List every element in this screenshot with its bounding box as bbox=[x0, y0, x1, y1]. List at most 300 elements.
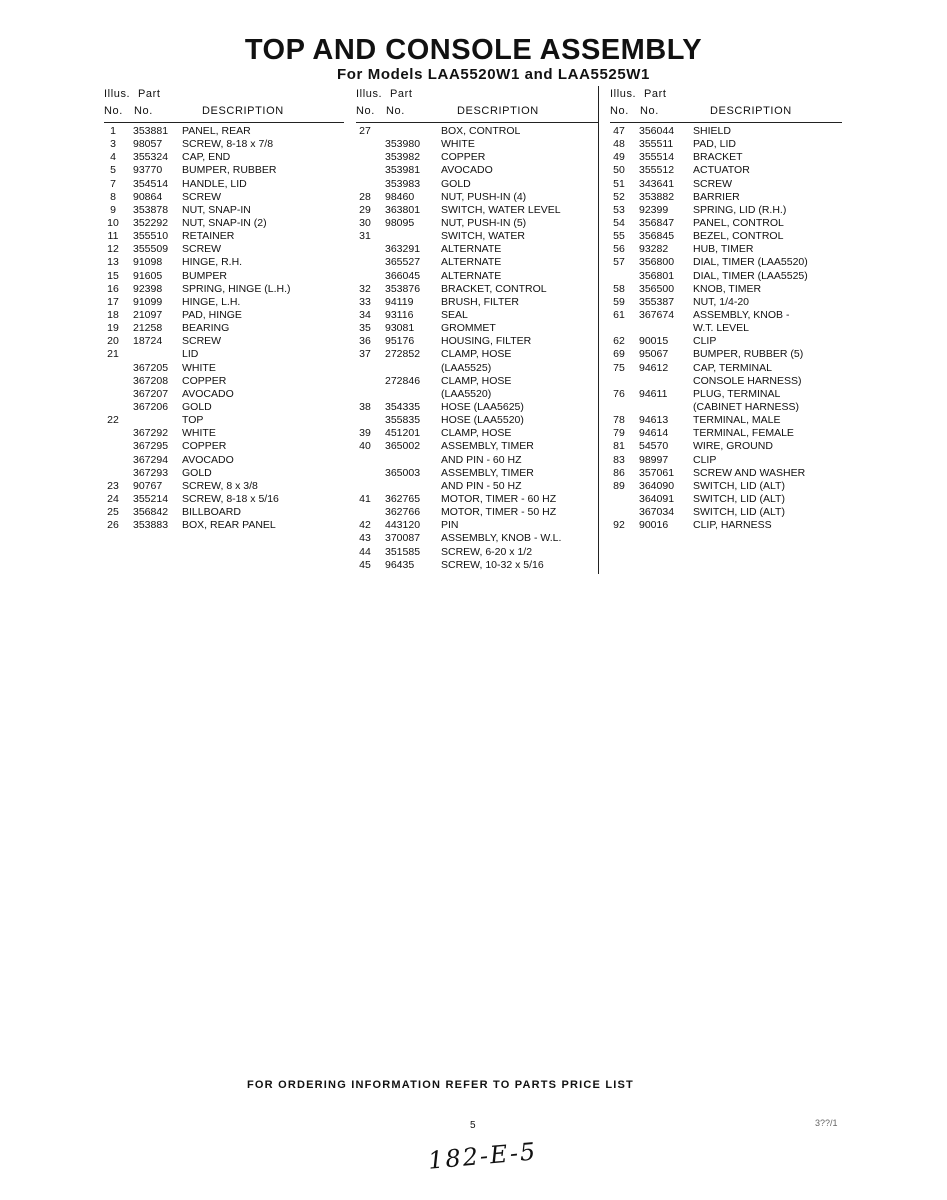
table-row bbox=[104, 454, 344, 467]
header-illus-no: No. bbox=[610, 105, 629, 117]
parts-list bbox=[610, 123, 842, 532]
table-row bbox=[610, 125, 842, 138]
table-row bbox=[610, 493, 842, 506]
illus-no-cell: 89 bbox=[613, 479, 625, 492]
part-no-cell: 353883 bbox=[133, 519, 169, 532]
table-row bbox=[356, 348, 598, 361]
part-no-cell: 367207 bbox=[133, 387, 169, 400]
table-row bbox=[610, 375, 842, 388]
description-cell: HOSE (LAA5625) bbox=[441, 400, 524, 413]
description-cell: CLIP, HARNESS bbox=[693, 519, 772, 532]
description-cell: TOP bbox=[182, 414, 204, 427]
illus-no-cell: 5 bbox=[110, 164, 116, 177]
page-title: TOP AND CONSOLE ASSEMBLY bbox=[244, 34, 703, 66]
header-illus-no: No. bbox=[356, 105, 375, 117]
part-no-cell: 367295 bbox=[133, 440, 169, 453]
table-row bbox=[610, 217, 842, 230]
description-cell: BILLBOARD bbox=[182, 506, 241, 519]
description-cell: W.T. LEVEL bbox=[693, 322, 750, 335]
illus-no-cell: 16 bbox=[107, 282, 119, 295]
description-cell: SWITCH, LID (ALT) bbox=[693, 479, 785, 492]
table-row bbox=[104, 519, 344, 532]
description-cell: CLAMP, HOSE bbox=[441, 348, 512, 361]
table-row bbox=[356, 270, 598, 283]
table-row bbox=[356, 454, 598, 467]
table-row bbox=[104, 283, 344, 296]
part-no-cell: 91099 bbox=[133, 295, 163, 308]
part-no-cell: 357061 bbox=[639, 466, 675, 479]
description-cell: CLAMP, HOSE bbox=[441, 374, 512, 387]
page-subtitle: For Models LAA5520W1 and LAA5525W1 bbox=[337, 66, 650, 83]
description-cell: ALTERNATE bbox=[441, 243, 502, 256]
illus-no-cell: 50 bbox=[613, 164, 625, 177]
document-code: 3??/1 bbox=[815, 1118, 838, 1128]
part-no-cell: 272846 bbox=[385, 374, 421, 387]
table-row bbox=[356, 414, 598, 427]
table-row bbox=[610, 362, 842, 375]
table-row bbox=[610, 480, 842, 493]
illus-no-cell: 20 bbox=[107, 335, 119, 348]
part-no-cell: 98057 bbox=[133, 138, 163, 151]
table-row bbox=[610, 204, 842, 217]
illus-no-cell: 37 bbox=[359, 348, 371, 361]
part-no-cell: 365527 bbox=[385, 256, 421, 269]
part-no-cell: 353882 bbox=[639, 190, 675, 203]
description-cell: SCREW bbox=[182, 335, 222, 348]
table-row bbox=[104, 125, 344, 138]
description-cell: PANEL, CONTROL bbox=[693, 216, 784, 229]
part-no-cell: 92399 bbox=[639, 203, 669, 216]
header-illus: Illus. bbox=[104, 88, 131, 100]
part-no-cell: 356801 bbox=[639, 269, 675, 282]
description-cell: COPPER bbox=[182, 440, 227, 453]
part-no-cell: 367674 bbox=[639, 308, 675, 321]
part-no-cell: 353980 bbox=[385, 138, 421, 151]
table-row bbox=[104, 256, 344, 269]
part-no-cell: 367206 bbox=[133, 400, 169, 413]
part-no-cell: 355510 bbox=[133, 230, 169, 243]
table-row bbox=[610, 164, 842, 177]
illus-no-cell: 24 bbox=[107, 492, 119, 505]
description-cell: ASSEMBLY, KNOB - W.L. bbox=[441, 532, 562, 545]
header-illus-no: No. bbox=[104, 105, 123, 117]
table-row bbox=[356, 427, 598, 440]
table-row bbox=[610, 388, 842, 401]
table-row bbox=[356, 506, 598, 519]
illus-no-cell: 15 bbox=[107, 269, 119, 282]
part-no-cell: 363291 bbox=[385, 243, 421, 256]
description-cell: SPRING, HINGE (L.H.) bbox=[182, 282, 291, 295]
table-row bbox=[610, 335, 842, 348]
header-part-no: No. bbox=[640, 105, 659, 117]
illus-no-cell: 53 bbox=[613, 203, 625, 216]
part-no-cell: 364091 bbox=[639, 492, 675, 505]
illus-no-cell: 58 bbox=[613, 282, 625, 295]
description-cell: GROMMET bbox=[441, 322, 496, 335]
table-row bbox=[356, 296, 598, 309]
table-row bbox=[356, 362, 598, 375]
description-cell: SCREW, 10-32 x 5/16 bbox=[441, 558, 544, 571]
part-no-cell: 362766 bbox=[385, 506, 421, 519]
description-cell: BEARING bbox=[182, 322, 230, 335]
description-cell: TERMINAL, MALE bbox=[693, 414, 781, 427]
table-row bbox=[356, 204, 598, 217]
table-row bbox=[104, 427, 344, 440]
part-no-cell: 353876 bbox=[385, 282, 421, 295]
illus-no-cell: 61 bbox=[613, 308, 625, 321]
table-row bbox=[610, 401, 842, 414]
illus-no-cell: 92 bbox=[613, 519, 625, 532]
part-no-cell: 90767 bbox=[133, 479, 163, 492]
description-cell: BUMPER, RUBBER (5) bbox=[693, 348, 804, 361]
table-row bbox=[610, 270, 842, 283]
parts-list bbox=[356, 123, 598, 572]
column-header bbox=[356, 86, 598, 123]
description-cell: SCREW, 8 x 3/8 bbox=[182, 479, 258, 492]
description-cell: HOSE (LAA5520) bbox=[441, 414, 524, 427]
part-no-cell: 367034 bbox=[639, 506, 675, 519]
table-row bbox=[610, 440, 842, 453]
illus-no-cell: 10 bbox=[107, 216, 119, 229]
illus-no-cell: 78 bbox=[613, 414, 625, 427]
table-row bbox=[104, 467, 344, 480]
description-cell: NUT, SNAP-IN bbox=[182, 203, 251, 216]
table-row bbox=[356, 401, 598, 414]
description-cell: NUT, PUSH-IN (5) bbox=[441, 216, 527, 229]
table-row bbox=[610, 191, 842, 204]
description-cell: SCREW, 6-20 x 1/2 bbox=[441, 545, 533, 558]
illus-no-cell: 28 bbox=[359, 190, 371, 203]
part-no-cell: 367208 bbox=[133, 374, 169, 387]
part-no-cell: 353981 bbox=[385, 164, 421, 177]
illus-no-cell: 47 bbox=[613, 125, 625, 137]
part-no-cell: 96435 bbox=[385, 558, 415, 571]
table-row bbox=[610, 322, 842, 335]
table-row bbox=[356, 388, 598, 401]
part-no-cell: 272852 bbox=[385, 348, 421, 361]
illus-no-cell: 9 bbox=[110, 203, 116, 216]
table-row bbox=[356, 283, 598, 296]
illus-no-cell: 52 bbox=[613, 190, 625, 203]
description-cell: NUT, SNAP-IN (2) bbox=[182, 216, 267, 229]
part-no-cell: 92398 bbox=[133, 282, 163, 295]
table-row bbox=[610, 230, 842, 243]
part-no-cell: 353878 bbox=[133, 203, 169, 216]
illus-no-cell: 41 bbox=[359, 492, 371, 505]
part-no-cell: 351585 bbox=[385, 545, 421, 558]
illus-no-cell: 57 bbox=[613, 256, 625, 269]
illus-no-cell: 31 bbox=[359, 230, 371, 243]
illus-no-cell: 69 bbox=[613, 348, 625, 361]
illus-no-cell: 81 bbox=[613, 440, 625, 453]
table-row bbox=[104, 506, 344, 519]
table-row bbox=[104, 335, 344, 348]
header-illus: Illus. bbox=[356, 88, 383, 100]
description-cell: CONSOLE HARNESS) bbox=[693, 374, 802, 387]
part-no-cell: 356845 bbox=[639, 230, 675, 243]
illus-no-cell: 44 bbox=[359, 545, 371, 558]
part-no-cell: 94611 bbox=[639, 387, 668, 400]
table-row bbox=[356, 151, 598, 164]
part-no-cell: 355509 bbox=[133, 243, 169, 256]
header-description: DESCRIPTION bbox=[710, 105, 792, 117]
illus-no-cell: 19 bbox=[107, 322, 119, 335]
description-cell: WHITE bbox=[441, 138, 475, 151]
description-cell: SCREW bbox=[693, 177, 733, 190]
description-cell: BRACKET bbox=[693, 151, 743, 164]
description-cell: SCREW AND WASHER bbox=[693, 466, 806, 479]
table-row bbox=[610, 256, 842, 269]
illus-no-cell: 34 bbox=[359, 308, 371, 321]
illus-no-cell: 42 bbox=[359, 519, 371, 532]
parts-column-1 bbox=[104, 86, 344, 532]
description-cell: SWITCH, WATER bbox=[441, 230, 525, 243]
header-illus: Illus. bbox=[610, 88, 637, 100]
illus-no-cell: 30 bbox=[359, 216, 371, 229]
table-row bbox=[104, 480, 344, 493]
description-cell: CAP, TERMINAL bbox=[693, 361, 772, 374]
part-no-cell: 352292 bbox=[133, 216, 169, 229]
description-cell: ALTERNATE bbox=[441, 269, 502, 282]
part-no-cell: 94613 bbox=[639, 414, 669, 427]
part-no-cell: 94119 bbox=[385, 295, 414, 308]
part-no-cell: 367205 bbox=[133, 361, 169, 374]
part-no-cell: 367292 bbox=[133, 427, 169, 440]
part-no-cell: 354335 bbox=[385, 400, 421, 413]
description-cell: HANDLE, LID bbox=[182, 177, 247, 190]
description-cell: SWITCH, LID (ALT) bbox=[693, 506, 785, 519]
illus-no-cell: 62 bbox=[613, 335, 625, 348]
description-cell: BOX, CONTROL bbox=[441, 125, 521, 137]
table-row bbox=[356, 191, 598, 204]
table-row bbox=[610, 138, 842, 151]
table-row bbox=[104, 401, 344, 414]
table-row bbox=[356, 309, 598, 322]
description-cell: HOUSING, FILTER bbox=[441, 335, 532, 348]
description-cell: DIAL, TIMER (LAA5525) bbox=[693, 269, 808, 282]
parts-list bbox=[104, 123, 344, 532]
table-row bbox=[104, 348, 344, 361]
illus-no-cell: 25 bbox=[107, 506, 119, 519]
description-cell: AVOCADO bbox=[182, 453, 234, 466]
part-no-cell: 451201 bbox=[385, 427, 421, 440]
table-row bbox=[356, 125, 598, 138]
part-no-cell: 90016 bbox=[639, 519, 669, 532]
part-no-cell: 367293 bbox=[133, 466, 169, 479]
description-cell: CLIP bbox=[693, 453, 717, 466]
illus-no-cell: 13 bbox=[107, 256, 119, 269]
table-row bbox=[356, 440, 598, 453]
part-no-cell: 362765 bbox=[385, 492, 421, 505]
table-row bbox=[104, 164, 344, 177]
table-row bbox=[104, 217, 344, 230]
table-row bbox=[356, 256, 598, 269]
table-row bbox=[356, 164, 598, 177]
table-row bbox=[356, 546, 598, 559]
illus-no-cell: 43 bbox=[359, 532, 371, 545]
illus-no-cell: 27 bbox=[359, 125, 371, 137]
part-no-cell: 93770 bbox=[133, 164, 163, 177]
part-no-cell: 356800 bbox=[639, 256, 675, 269]
part-no-cell: 94614 bbox=[639, 427, 669, 440]
header-part: Part bbox=[138, 88, 161, 100]
description-cell: ACTUATOR bbox=[693, 164, 750, 177]
illus-no-cell: 54 bbox=[613, 216, 625, 229]
description-cell: PLUG, TERMINAL bbox=[693, 387, 781, 400]
description-cell: NUT, 1/4-20 bbox=[693, 295, 750, 308]
illus-no-cell: 86 bbox=[613, 466, 625, 479]
column-header bbox=[104, 86, 344, 123]
description-cell: HINGE, R.H. bbox=[182, 256, 243, 269]
illus-no-cell: 40 bbox=[359, 440, 371, 453]
description-cell: WIRE, GROUND bbox=[693, 440, 773, 453]
table-row bbox=[610, 414, 842, 427]
illus-no-cell: 39 bbox=[359, 427, 371, 440]
part-no-cell: 355387 bbox=[639, 295, 675, 308]
illus-no-cell: 33 bbox=[359, 295, 371, 308]
description-cell: CLIP bbox=[693, 335, 717, 348]
part-no-cell: 366045 bbox=[385, 269, 421, 282]
description-cell: (LAA5525) bbox=[441, 361, 492, 374]
part-no-cell: 355835 bbox=[385, 414, 421, 427]
part-no-cell: 370087 bbox=[385, 532, 421, 545]
table-row bbox=[610, 283, 842, 296]
table-row bbox=[356, 375, 598, 388]
description-cell: BRUSH, FILTER bbox=[441, 295, 519, 308]
illus-no-cell: 21 bbox=[107, 348, 119, 361]
illus-no-cell: 48 bbox=[613, 138, 625, 151]
part-no-cell: 353982 bbox=[385, 151, 421, 164]
description-cell: BOX, REAR PANEL bbox=[182, 519, 276, 532]
illus-no-cell: 56 bbox=[613, 243, 625, 256]
table-row bbox=[610, 309, 842, 322]
description-cell: (LAA5520) bbox=[441, 387, 492, 400]
table-row bbox=[610, 506, 842, 519]
description-cell: GOLD bbox=[182, 400, 212, 413]
table-row bbox=[356, 467, 598, 480]
description-cell: ALTERNATE bbox=[441, 256, 502, 269]
part-no-cell: 363801 bbox=[385, 203, 421, 216]
description-cell: COPPER bbox=[182, 374, 227, 387]
header-description: DESCRIPTION bbox=[457, 105, 539, 117]
description-cell: TERMINAL, FEMALE bbox=[693, 427, 794, 440]
table-row bbox=[104, 138, 344, 151]
table-row bbox=[104, 362, 344, 375]
table-row bbox=[104, 296, 344, 309]
table-row bbox=[610, 151, 842, 164]
description-cell: SCREW bbox=[182, 243, 222, 256]
table-row bbox=[104, 388, 344, 401]
table-row bbox=[104, 440, 344, 453]
description-cell: WHITE bbox=[182, 427, 216, 440]
description-cell: ASSEMBLY, TIMER bbox=[441, 440, 534, 453]
table-row bbox=[356, 559, 598, 572]
description-cell: GOLD bbox=[441, 177, 471, 190]
description-cell: SWITCH, WATER LEVEL bbox=[441, 203, 561, 216]
part-no-cell: 356847 bbox=[639, 216, 675, 229]
description-cell: AVOCADO bbox=[182, 387, 234, 400]
description-cell: MOTOR, TIMER - 50 HZ bbox=[441, 506, 557, 519]
illus-no-cell: 7 bbox=[110, 177, 116, 190]
table-row bbox=[104, 191, 344, 204]
part-no-cell: 355324 bbox=[133, 151, 169, 164]
description-cell: (CABINET HARNESS) bbox=[693, 400, 799, 413]
table-row bbox=[610, 296, 842, 309]
illus-no-cell: 75 bbox=[613, 361, 625, 374]
description-cell: AND PIN - 60 HZ bbox=[441, 453, 522, 466]
table-row bbox=[356, 230, 598, 243]
table-row bbox=[610, 519, 842, 532]
description-cell: ASSEMBLY, KNOB - bbox=[693, 308, 790, 321]
description-cell: ASSEMBLY, TIMER bbox=[441, 466, 534, 479]
table-row bbox=[356, 243, 598, 256]
illus-no-cell: 79 bbox=[613, 427, 625, 440]
part-no-cell: 356044 bbox=[639, 125, 675, 137]
part-no-cell: 90864 bbox=[133, 190, 163, 203]
part-no-cell: 353881 bbox=[133, 125, 169, 137]
illus-no-cell: 32 bbox=[359, 282, 371, 295]
part-no-cell: 355214 bbox=[133, 492, 169, 505]
description-cell: CAP, END bbox=[182, 151, 231, 164]
table-row bbox=[356, 322, 598, 335]
illus-no-cell: 11 bbox=[107, 230, 119, 243]
part-no-cell: 91605 bbox=[133, 269, 163, 282]
table-row bbox=[104, 178, 344, 191]
description-cell: BUMPER, RUBBER bbox=[182, 164, 277, 177]
description-cell: SCREW bbox=[182, 190, 222, 203]
description-cell: LID bbox=[182, 348, 199, 361]
description-cell: SWITCH, LID (ALT) bbox=[693, 492, 785, 505]
illus-no-cell: 17 bbox=[107, 295, 119, 308]
part-no-cell: 94612 bbox=[639, 361, 669, 374]
part-no-cell: 365003 bbox=[385, 466, 421, 479]
description-cell: MOTOR, TIMER - 60 HZ bbox=[441, 492, 557, 505]
illus-no-cell: 18 bbox=[107, 308, 119, 321]
part-no-cell: 356842 bbox=[133, 506, 169, 519]
part-no-cell: 95067 bbox=[639, 348, 669, 361]
illus-no-cell: 83 bbox=[613, 453, 625, 466]
table-row bbox=[610, 243, 842, 256]
table-row bbox=[104, 322, 344, 335]
description-cell: SPRING, LID (R.H.) bbox=[693, 203, 787, 216]
illus-no-cell: 3 bbox=[110, 138, 116, 151]
description-cell: AVOCADO bbox=[441, 164, 493, 177]
part-no-cell: 443120 bbox=[385, 519, 421, 532]
illus-no-cell: 49 bbox=[613, 151, 625, 164]
part-no-cell: 21097 bbox=[133, 308, 163, 321]
header-part-no: No. bbox=[386, 105, 405, 117]
table-row bbox=[104, 309, 344, 322]
table-row bbox=[104, 204, 344, 217]
part-no-cell: 98997 bbox=[639, 453, 669, 466]
description-cell: SHIELD bbox=[693, 125, 731, 137]
illus-no-cell: 36 bbox=[359, 335, 371, 348]
table-row bbox=[356, 493, 598, 506]
part-no-cell: 54570 bbox=[639, 440, 669, 453]
part-no-cell: 95176 bbox=[385, 335, 415, 348]
description-cell: KNOB, TIMER bbox=[693, 282, 762, 295]
part-no-cell: 353983 bbox=[385, 177, 421, 190]
description-cell: CLAMP, HOSE bbox=[441, 427, 512, 440]
illus-no-cell: 76 bbox=[613, 387, 625, 400]
handwritten-note: 182-E-5 bbox=[426, 1137, 539, 1175]
illus-no-cell: 29 bbox=[359, 203, 371, 216]
table-row bbox=[610, 454, 842, 467]
description-cell: COPPER bbox=[441, 151, 486, 164]
part-no-cell: 98095 bbox=[385, 216, 415, 229]
part-no-cell: 98460 bbox=[385, 190, 415, 203]
table-row bbox=[104, 270, 344, 283]
